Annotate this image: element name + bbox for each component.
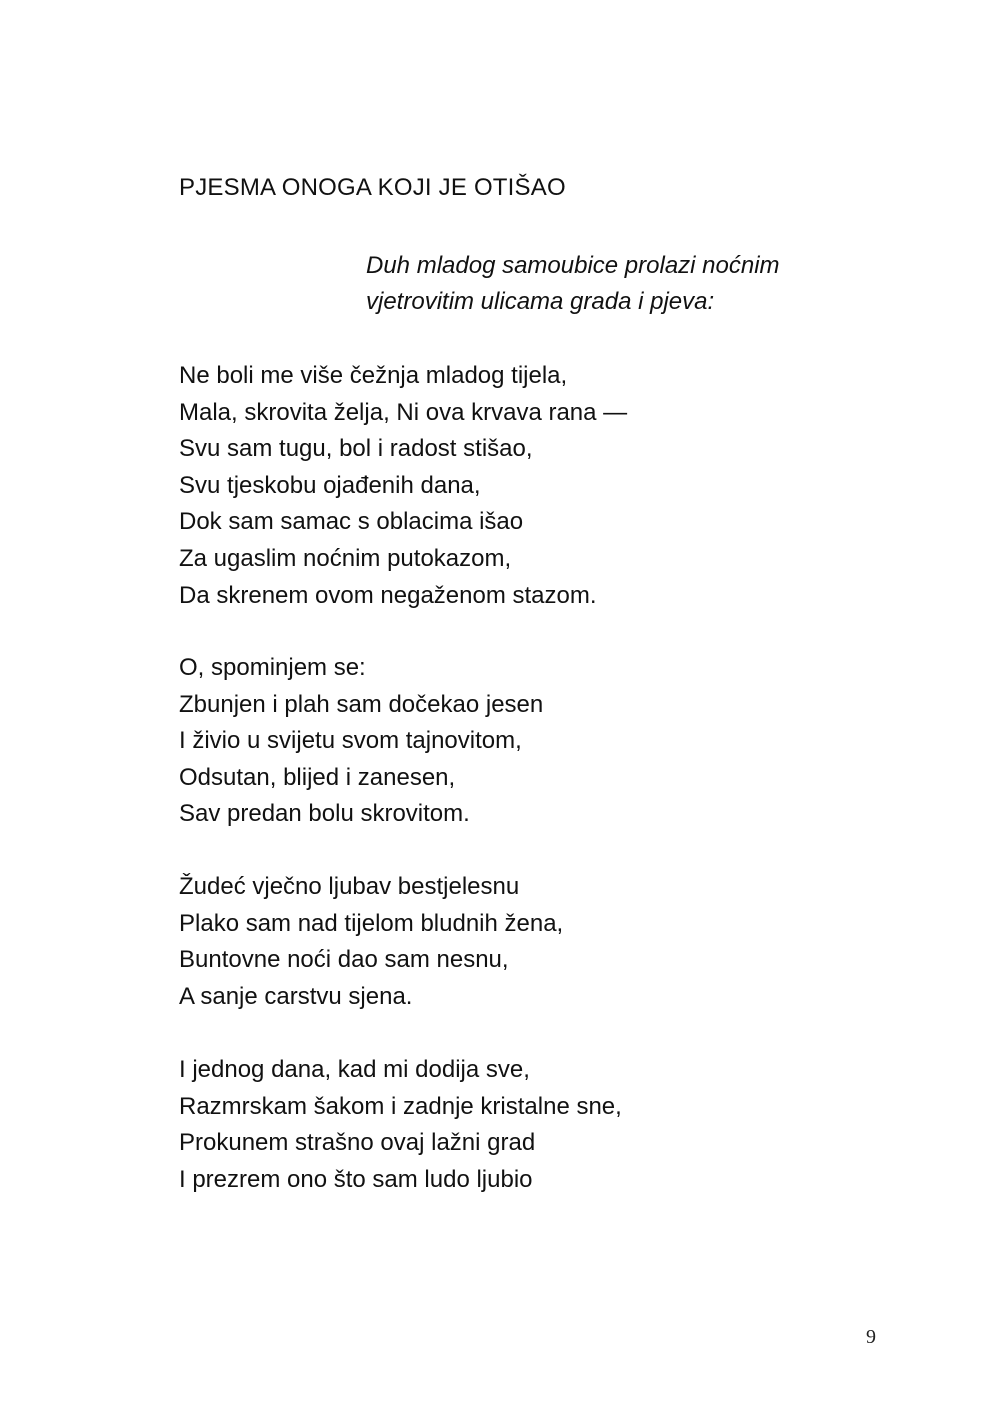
verse-line: I živio u svijetu svom tajnovitom,: [179, 727, 522, 755]
verse-line: Sav predan bolu skrovitom.: [179, 800, 470, 828]
verse-line: Dok sam samac s oblacima išao: [179, 508, 524, 536]
verse-line: O, spominjem se:: [179, 654, 366, 681]
verse-line: Ne boli me više čežnja mladog tijela,: [179, 362, 568, 389]
verse-line: A sanje carstvu sjena.: [179, 982, 413, 1010]
poem-title: PJESMA ONOGA KOJI JE OTIŠAO: [179, 174, 566, 201]
verse-line: Buntovne noći dao sam nesnu,: [179, 946, 509, 974]
stanza-1: [179, 358, 627, 614]
verse-line: I jednog dana, kad mi dodija sve,: [179, 1056, 530, 1083]
page-number: 9: [866, 1326, 876, 1348]
epigraph-line: Duh mladog samoubice prolazi noćnim: [366, 252, 780, 279]
verse-line: Svu sam tugu, bol i radost stišao,: [179, 435, 533, 463]
verse-line: Prokunem strašno ovaj lažni grad: [179, 1129, 536, 1157]
verse-line: Odsutan, blijed i zanesen,: [179, 763, 456, 791]
verse-line: Svu tjeskobu ojađenih dana,: [179, 471, 481, 499]
verse-line: Plako sam nad tijelom bludnih žena,: [179, 909, 564, 937]
stanza-2: [179, 650, 543, 833]
verse-line: Mala, skrovita želja, Ni ova krvava rana —: [179, 398, 628, 426]
stanza-3: [179, 869, 563, 1015]
verse-line: Zbunjen i plah sam dočekao jesen: [179, 690, 544, 718]
verse-line: Za ugaslim noćnim putokazom,: [179, 544, 512, 572]
verse-line: Da skrenem ovom negaženom stazom.: [179, 581, 597, 609]
epigraph: [366, 248, 780, 320]
stanza-4: [179, 1052, 622, 1198]
verse-line: I prezrem ono što sam ludo ljubio: [179, 1165, 533, 1193]
verse-line: Žudeć vječno ljubav bestjelesnu: [179, 873, 520, 900]
epigraph-line: vjetrovitim ulicama grada i pjeva:: [366, 288, 715, 315]
verse-line: Razmrskam šakom i zadnje kristalne sne,: [179, 1092, 622, 1120]
